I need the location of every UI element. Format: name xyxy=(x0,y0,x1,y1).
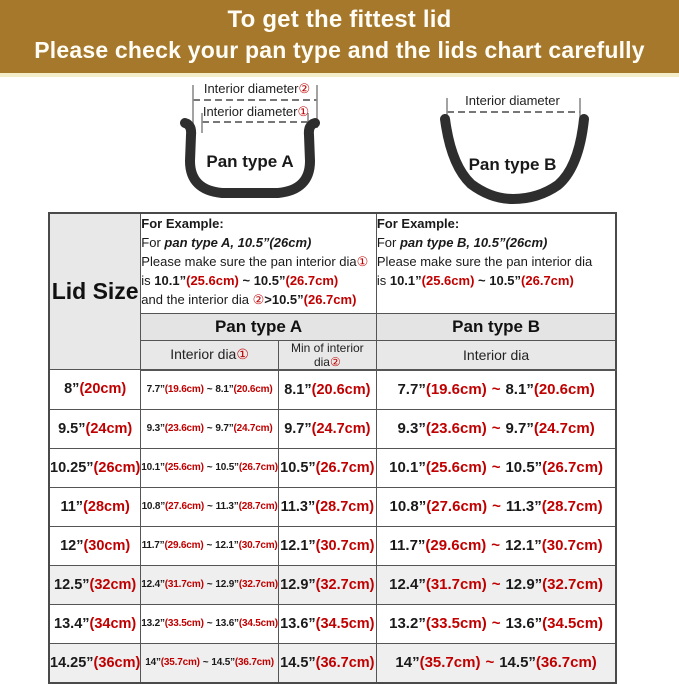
example-a-heading: For Example: xyxy=(141,216,224,231)
inch-value: 13.2” xyxy=(389,615,426,632)
cm-value: (20cm) xyxy=(79,381,127,398)
lid-size-cell xyxy=(49,448,141,487)
cm-value: (23.6cm) xyxy=(164,423,204,434)
pan-b-interior-dia-cell xyxy=(376,604,616,643)
lid-size-cell xyxy=(49,409,141,448)
pan-b-interior-dia-cell xyxy=(376,448,616,487)
cm-value: (35.7cm) xyxy=(160,657,200,668)
cm-value: (33.5cm) xyxy=(425,615,487,632)
pan-a-min-interior-dia-cell xyxy=(278,643,376,683)
pan-a-interior-dia-cell xyxy=(141,643,279,683)
inch-value: 12.1” xyxy=(505,537,542,554)
inch-value: 10.8” xyxy=(141,501,166,512)
lid-table-body xyxy=(49,213,616,683)
range-tilde: ~ xyxy=(491,420,501,437)
inch-value: 9.7” xyxy=(284,420,312,437)
inch-value: 7.7” xyxy=(146,384,165,395)
cm-value: (26cm) xyxy=(93,459,141,476)
pan-b-interior-dia-cell xyxy=(376,487,616,526)
range-tilde: ~ xyxy=(206,618,213,629)
inch-value: 11” xyxy=(60,498,84,515)
banner-title-line2: Please check your pan type and the lids chart carefully xyxy=(34,37,645,63)
inch-value: 14” xyxy=(395,654,420,671)
cm-value: (20.6cm) xyxy=(533,381,595,398)
pan-b-interior-dia-cell xyxy=(376,565,616,604)
pan-a-min-interior-dia-cell xyxy=(278,526,376,565)
table-row xyxy=(49,565,616,604)
cm-value: (30.7cm) xyxy=(238,540,278,551)
cm-value: (32.7cm) xyxy=(238,579,278,590)
cm-value: (24.7cm) xyxy=(311,420,371,437)
banner-title-line1: To get the fittest lid xyxy=(227,6,452,33)
cm-value: (27.6cm) xyxy=(165,501,205,512)
cm-value: (32.7cm) xyxy=(542,576,604,593)
cm-value: (28.7cm) xyxy=(541,498,603,515)
inch-value: 8.1” xyxy=(505,381,534,398)
cm-value: (30cm) xyxy=(83,537,131,554)
inch-value: 14.5” xyxy=(211,657,235,668)
cm-value: (36.7cm) xyxy=(234,657,274,668)
cm-value: (29.6cm) xyxy=(425,537,487,554)
cm-value: (34.5cm) xyxy=(542,615,604,632)
table-row xyxy=(49,487,616,526)
circled-2-badge: ② xyxy=(252,292,265,307)
inch-value: 14.25” xyxy=(50,654,94,671)
pan-a-min-interior-dia-cell xyxy=(278,565,376,604)
range-tilde: ~ xyxy=(491,615,501,632)
pan-a-min-interior-dia-cell xyxy=(278,448,376,487)
pan-a-interior-dia-cell xyxy=(141,565,279,604)
lid-size-cell xyxy=(49,526,141,565)
inch-value: 12.4” xyxy=(141,579,165,590)
lid-size-cell xyxy=(49,370,141,410)
cm-value: (20.6cm) xyxy=(233,384,273,395)
inch-value: 9.3” xyxy=(397,420,426,437)
range-tilde: ~ xyxy=(206,579,213,590)
table-row xyxy=(49,526,616,565)
cm-value: (25.6cm) xyxy=(164,462,204,473)
pan-type-b-column-header: Pan type B xyxy=(376,313,616,340)
pan-a-interior-dia-cell xyxy=(141,370,279,410)
pan-a-dim2-label: Interior diameter② xyxy=(203,81,311,96)
pan-b-interior-dia-cell xyxy=(376,643,616,683)
cm-value: (27.6cm) xyxy=(426,498,488,515)
lid-size-cell xyxy=(49,604,141,643)
circled-2-badge: ② xyxy=(329,354,341,369)
range-tilde: ~ xyxy=(206,540,213,551)
inch-value: 10.1” xyxy=(141,462,165,473)
pan-b-interior-dia-cell xyxy=(376,409,616,448)
inch-value: 12.4” xyxy=(389,576,426,593)
cm-value: (25.6cm) xyxy=(425,459,487,476)
interior-dia-b-subheader: Interior dia xyxy=(376,340,616,370)
inch-value: 12.9” xyxy=(215,579,239,590)
inch-value: 9.5” xyxy=(58,420,86,437)
cm-value: (36cm) xyxy=(93,654,141,671)
pan-a-interior-dia-cell xyxy=(141,604,279,643)
inch-value: 11.7” xyxy=(389,537,426,554)
lid-size-cell xyxy=(49,643,141,683)
cm-value: (23.6cm) xyxy=(425,420,487,437)
inch-value: 10.5” xyxy=(505,459,543,476)
table-row xyxy=(49,448,616,487)
cm-value: (32cm) xyxy=(89,576,137,593)
cm-value: (31.7cm) xyxy=(164,579,204,590)
circled-1-badge: ① xyxy=(356,254,369,269)
lid-size-header: Lid Size xyxy=(49,213,141,370)
range-tilde: ~ xyxy=(492,498,501,515)
pan-b-interior-dia-cell xyxy=(376,526,616,565)
cm-value: (30.7cm) xyxy=(541,537,603,554)
range-tilde: ~ xyxy=(491,537,501,554)
range-tilde: ~ xyxy=(491,381,501,398)
cm-value: (24.7cm) xyxy=(533,420,595,437)
table-row xyxy=(49,643,616,683)
circled-2-badge: ② xyxy=(298,81,311,96)
inch-value: 8.1” xyxy=(215,384,234,395)
inch-value: 13.6” xyxy=(505,615,543,632)
cm-value: (36.7cm) xyxy=(315,654,375,671)
inch-value: 12.9” xyxy=(505,576,543,593)
cm-value: (19.6cm) xyxy=(164,384,204,395)
range-tilde: ~ xyxy=(207,501,213,512)
min-interior-dia-2-subheader: Min of interior dia② xyxy=(278,340,376,370)
inch-value: 10.5” xyxy=(215,462,239,473)
lid-table xyxy=(48,212,617,684)
cm-value: (24cm) xyxy=(85,420,133,437)
range-tilde: ~ xyxy=(202,657,209,668)
cm-value: (26.7cm) xyxy=(238,462,278,473)
inch-value: 10.1” xyxy=(389,459,426,476)
example-pan-b: For Example: For pan type B, 10.5”(26cm) Please make sure the pan interior dia is 10.1”(25.6cm) ~ 10.5”(26.7cm) xyxy=(376,213,616,313)
inch-value: 11.7” xyxy=(141,540,165,551)
cm-value: (33.5cm) xyxy=(164,618,204,629)
circled-1-badge: ① xyxy=(236,346,249,362)
interior-dia-1-subheader: Interior dia① xyxy=(141,340,279,370)
lid-size-cell xyxy=(49,565,141,604)
lid-size-cell xyxy=(49,487,141,526)
inch-value: 7.7” xyxy=(397,381,426,398)
pan-type-a-column-header: Pan type A xyxy=(141,313,377,340)
pan-b-name: Pan type B xyxy=(468,155,557,174)
range-tilde: ~ xyxy=(485,654,495,671)
banner xyxy=(0,0,679,73)
cm-value: (34.5cm) xyxy=(315,615,375,632)
inch-value: 9.7” xyxy=(505,420,534,437)
pan-a-interior-dia-cell xyxy=(141,487,279,526)
inch-value: 8.1” xyxy=(284,381,312,398)
cm-value: (26.7cm) xyxy=(542,459,604,476)
cm-value: (31.7cm) xyxy=(425,576,487,593)
cm-value: (20.6cm) xyxy=(311,381,371,398)
inch-value: 9.7” xyxy=(215,423,234,434)
cm-value: (26.7cm) xyxy=(315,459,375,476)
cm-value: (24.7cm) xyxy=(233,423,273,434)
inch-value: 12.1” xyxy=(215,540,239,551)
inch-value: 13.2” xyxy=(141,618,165,629)
inch-value: 13.6” xyxy=(215,618,239,629)
example-pan-a: For Example: For pan type A, 10.5”(26cm) Please make sure the pan interior dia① is 10.1”(25.6cm) ~ 10.5”(26.7cm) and the interior dia ②>10.5”(26.7cm) xyxy=(141,213,377,313)
cm-value: (28cm) xyxy=(83,498,130,515)
example-b-heading: For Example: xyxy=(376,216,460,231)
pan-b-interior-dia-cell xyxy=(376,370,616,410)
inch-value: 12.9” xyxy=(280,576,316,593)
pan-a-interior-dia-cell xyxy=(141,448,279,487)
cm-value: (36.7cm) xyxy=(535,654,597,671)
cm-value: (19.6cm) xyxy=(425,381,487,398)
range-tilde: ~ xyxy=(206,384,213,395)
cm-value: (29.6cm) xyxy=(164,540,204,551)
inch-value: 14.5” xyxy=(499,654,536,671)
pan-a-interior-dia-cell xyxy=(141,409,279,448)
cm-value: (28.7cm) xyxy=(315,498,375,515)
pan-b-dim-label: Interior diameter xyxy=(465,93,560,108)
pan-a-min-interior-dia-cell xyxy=(278,487,376,526)
inch-value: 12.5” xyxy=(54,576,90,593)
cm-value: (34.5cm) xyxy=(238,618,278,629)
inch-value: 13.4” xyxy=(54,615,90,632)
inch-value: 14” xyxy=(145,657,161,668)
range-tilde: ~ xyxy=(491,576,501,593)
pan-a-min-interior-dia-cell xyxy=(278,370,376,410)
inch-value: 10.8” xyxy=(389,498,427,515)
table-row xyxy=(49,604,616,643)
pan-a-interior-dia-cell xyxy=(141,526,279,565)
inch-value: 14.5” xyxy=(280,654,316,671)
inch-value: 8” xyxy=(64,381,80,398)
cm-value: (34cm) xyxy=(89,615,137,632)
inch-value: 11.3” xyxy=(215,501,239,512)
table-row xyxy=(49,370,616,410)
range-tilde: ~ xyxy=(206,462,213,473)
range-tilde: ~ xyxy=(491,459,501,476)
inch-value: 10.25” xyxy=(50,459,94,476)
cm-value: (30.7cm) xyxy=(315,537,375,554)
pan-a-dim1-label: Interior diameter① xyxy=(202,104,310,119)
cm-value: (35.7cm) xyxy=(419,654,481,671)
inch-value: 10.5” xyxy=(280,459,316,476)
inch-value: 9.3” xyxy=(146,423,165,434)
inch-value: 11.3” xyxy=(280,498,316,515)
pan-a-name: Pan type A xyxy=(206,152,294,171)
pan-a-min-interior-dia-cell xyxy=(278,409,376,448)
range-tilde: ~ xyxy=(206,423,213,434)
inch-value: 12.1” xyxy=(280,537,316,554)
inch-value: 13.6” xyxy=(280,615,316,632)
cm-value: (28.7cm) xyxy=(238,501,278,512)
circled-1-badge: ① xyxy=(297,104,310,119)
inch-value: 11.3” xyxy=(505,498,542,515)
table-row xyxy=(49,409,616,448)
pan-a-min-interior-dia-cell xyxy=(278,604,376,643)
inch-value: 12” xyxy=(60,537,84,554)
cm-value: (32.7cm) xyxy=(315,576,375,593)
